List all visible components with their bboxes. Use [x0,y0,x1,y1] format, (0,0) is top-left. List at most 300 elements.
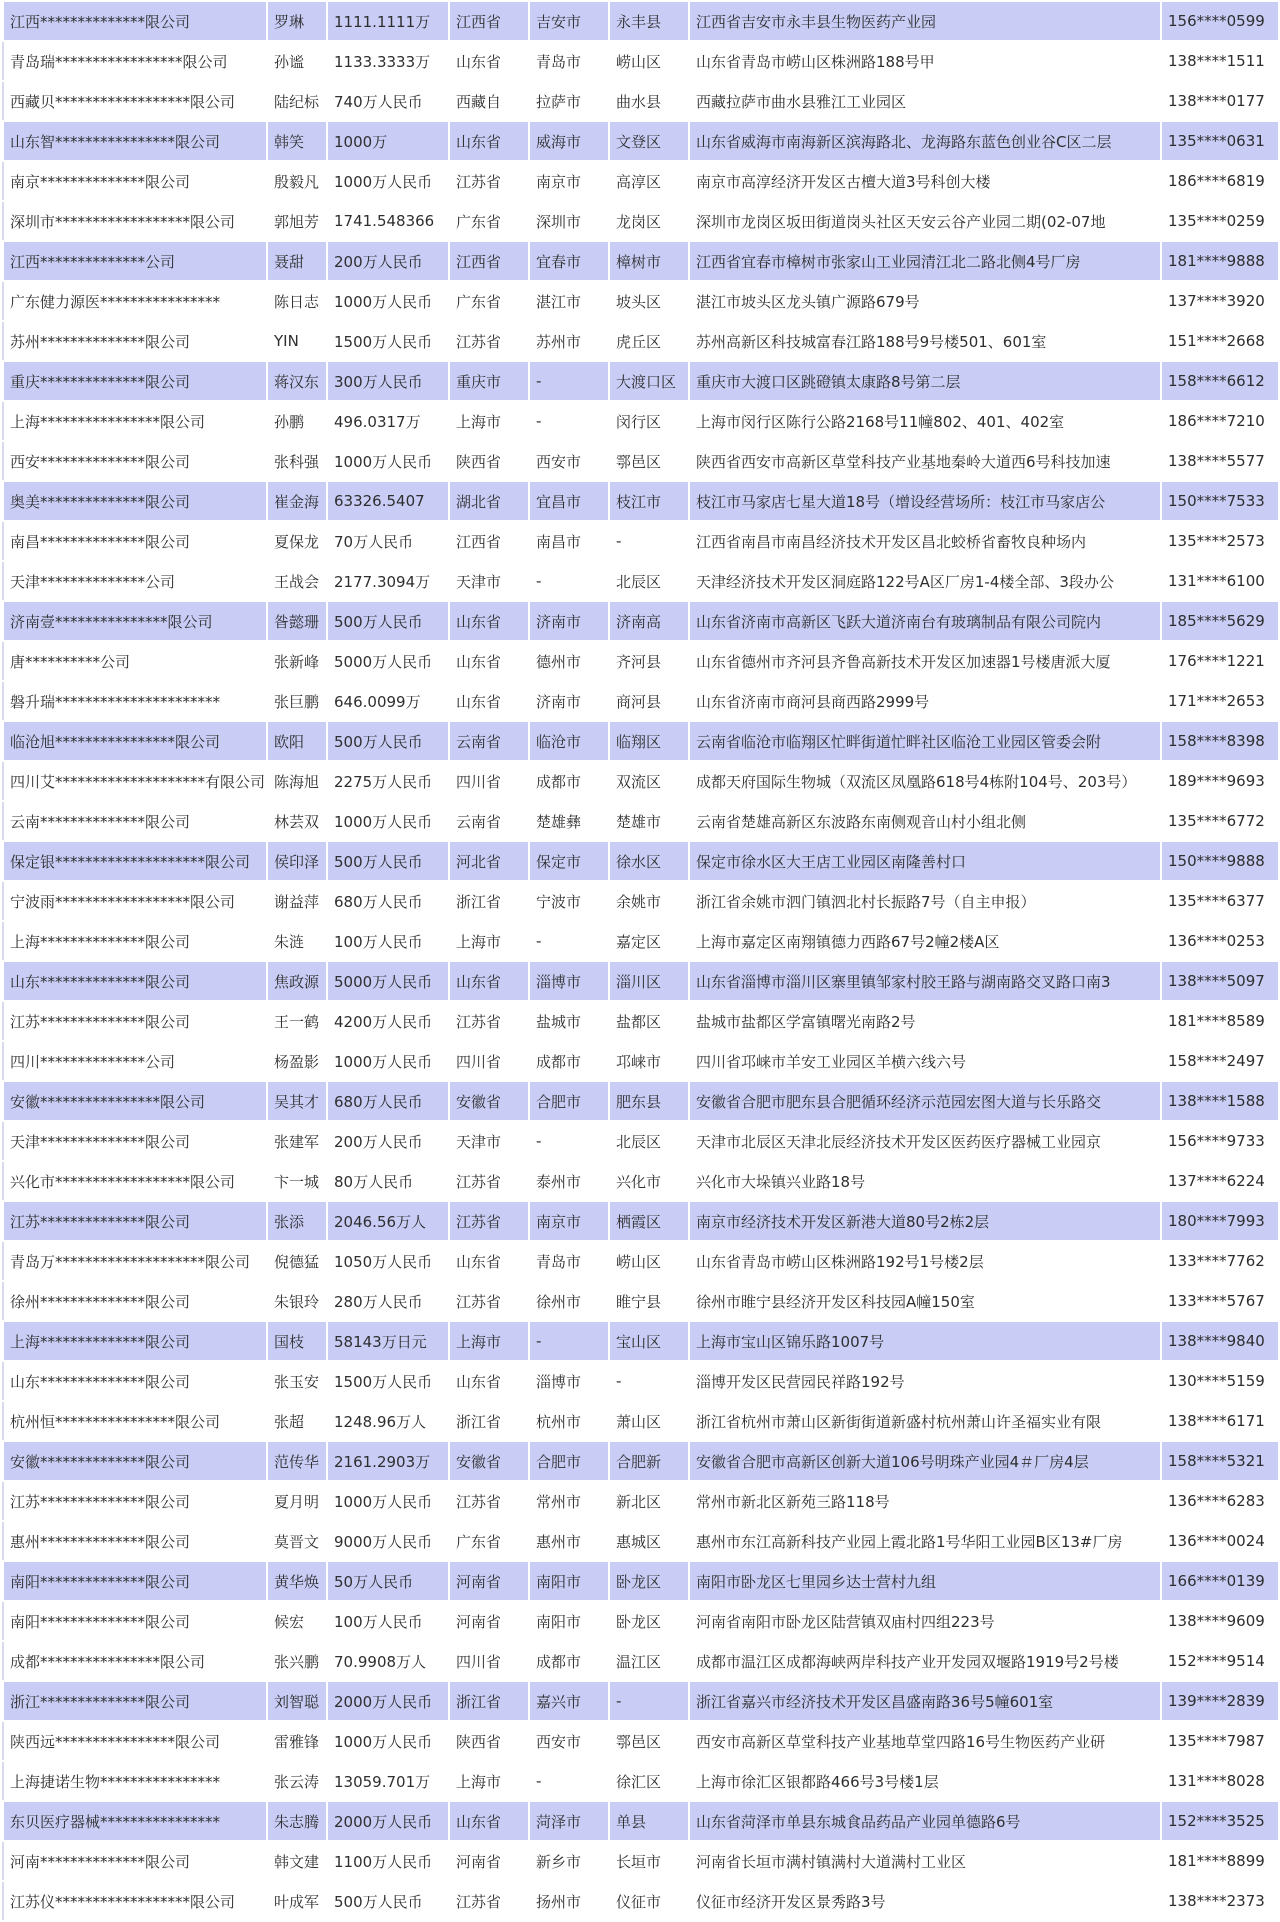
company-name-cell: 上海捷诺生物**************** [3,1761,267,1801]
province-cell: 江西省 [449,521,529,561]
contact-cell: 张云涛 [267,1761,327,1801]
city-cell: 威海市 [529,121,609,161]
company-name-cell: 磐升瑞********************** [3,681,267,721]
table-row [3,1081,1279,1121]
company-name-cell: 临沧旭****************限公司 [3,721,267,761]
province-cell: 上海市 [449,401,529,441]
capital-cell: 2161.2903万 [327,1441,449,1481]
city-cell: - [529,921,609,961]
city-cell: 南昌市 [529,521,609,561]
phone-cell: 131****6100 [1161,561,1279,601]
contact-cell: 吴其才 [267,1081,327,1121]
district-cell: 卧龙区 [609,1561,689,1601]
company-name-cell: 苏州**************限公司 [3,321,267,361]
contact-cell: 殷毅凡 [267,161,327,201]
district-cell: 嘉定区 [609,921,689,961]
district-cell: - [609,1361,689,1401]
phone-cell: 156****9733 [1161,1121,1279,1161]
district-cell: 大渡口区 [609,361,689,401]
table-row [3,1,1279,41]
company-name-cell: 安徽**************限公司 [3,1441,267,1481]
company-name-cell: 南阳**************限公司 [3,1561,267,1601]
table-row [3,1881,1279,1921]
table-row [3,881,1279,921]
address-cell: 兴化市大垛镇兴业路18号 [689,1161,1161,1201]
city-cell: 深圳市 [529,201,609,241]
contact-cell: 张建军 [267,1121,327,1161]
company-name-cell: 兴化市******************限公司 [3,1161,267,1201]
capital-cell: 1000万人民币 [327,1481,449,1521]
district-cell: 齐河县 [609,641,689,681]
province-cell: 云南省 [449,721,529,761]
company-name-cell: 济南壹***************限公司 [3,601,267,641]
table-row [3,1681,1279,1721]
district-cell: 栖霞区 [609,1201,689,1241]
province-cell: 天津市 [449,1121,529,1161]
city-cell: 淄博市 [529,961,609,1001]
address-cell: 天津市北辰区天津北辰经济技术开发区医药医疗器械工业园京 [689,1121,1161,1161]
district-cell: 惠城区 [609,1521,689,1561]
phone-cell: 135****7987 [1161,1721,1279,1761]
table-row [3,1841,1279,1881]
district-cell: 崂山区 [609,41,689,81]
city-cell: 宜昌市 [529,481,609,521]
district-cell: 卧龙区 [609,1601,689,1641]
capital-cell: 280万人民币 [327,1281,449,1321]
address-cell: 上海市嘉定区南翔镇德力西路67号2幢2楼A区 [689,921,1161,961]
contact-cell: 陈日志 [267,281,327,321]
capital-cell: 100万人民币 [327,1601,449,1641]
contact-cell: 欧阳 [267,721,327,761]
table-row [3,801,1279,841]
capital-cell: 680万人民币 [327,881,449,921]
city-cell: 扬州市 [529,1881,609,1921]
phone-cell: 138****1511 [1161,41,1279,81]
capital-cell: 2000万人民币 [327,1801,449,1841]
contact-cell: 谢益萍 [267,881,327,921]
province-cell: 云南省 [449,801,529,841]
district-cell: 永丰县 [609,1,689,41]
table-row [3,241,1279,281]
contact-cell: 国枝 [267,1321,327,1361]
district-cell: 高淳区 [609,161,689,201]
district-cell: 楚雄市 [609,801,689,841]
table-row [3,1521,1279,1561]
phone-cell: 150****9888 [1161,841,1279,881]
province-cell: 山东省 [449,41,529,81]
address-cell: 安徽省合肥市高新区创新大道106号明珠产业园4＃厂房4层 [689,1441,1161,1481]
table-row [3,1761,1279,1801]
phone-cell: 181****9888 [1161,241,1279,281]
province-cell: 山东省 [449,1241,529,1281]
city-cell: 西安市 [529,441,609,481]
phone-cell: 176****1221 [1161,641,1279,681]
district-cell: 温江区 [609,1641,689,1681]
province-cell: 河南省 [449,1841,529,1881]
address-cell: 上海市宝山区锦乐路1007号 [689,1321,1161,1361]
contact-cell: 郭旭芳 [267,201,327,241]
company-name-cell: 江西**************限公司 [3,1,267,41]
company-name-cell: 青岛瑞*****************限公司 [3,41,267,81]
address-cell: 苏州高新区科技城富春江路188号9号楼501、601室 [689,321,1161,361]
province-cell: 浙江省 [449,881,529,921]
company-name-cell: 惠州**************限公司 [3,1521,267,1561]
contact-cell: 昝懿珊 [267,601,327,641]
city-cell: 南阳市 [529,1561,609,1601]
city-cell: 成都市 [529,761,609,801]
contact-cell: 范传华 [267,1441,327,1481]
province-cell: 江苏省 [449,1881,529,1921]
phone-cell: 137****3920 [1161,281,1279,321]
table-row [3,1241,1279,1281]
address-cell: 惠州市东江高新科技产业园上霞北路1号华阳工业园B区13#厂房 [689,1521,1161,1561]
district-cell: 商河县 [609,681,689,721]
company-name-cell: 山东**************限公司 [3,961,267,1001]
company-name-cell: 山东智****************限公司 [3,121,267,161]
table-row [3,921,1279,961]
capital-cell: 4200万人民币 [327,1001,449,1041]
address-cell: 仪征市经济开发区景秀路3号 [689,1881,1161,1921]
capital-cell: 500万人民币 [327,721,449,761]
city-cell: 淄博市 [529,1361,609,1401]
company-name-cell: 浙江**************限公司 [3,1681,267,1721]
phone-cell: 135****6772 [1161,801,1279,841]
district-cell: 鄠邑区 [609,1721,689,1761]
province-cell: 山东省 [449,641,529,681]
phone-cell: 158****8398 [1161,721,1279,761]
phone-cell: 130****5159 [1161,1361,1279,1401]
district-cell: - [609,521,689,561]
address-cell: 陕西省西安市高新区草堂科技产业基地秦岭大道西6号科技加速 [689,441,1161,481]
company-name-cell: 西安**************限公司 [3,441,267,481]
company-name-cell: 上海****************限公司 [3,401,267,441]
phone-cell: 181****8899 [1161,1841,1279,1881]
phone-cell: 186****6819 [1161,161,1279,201]
address-cell: 江西省宜春市樟树市张家山工业园清江北二路北侧4号厂房 [689,241,1161,281]
phone-cell: 136****0253 [1161,921,1279,961]
table-row [3,961,1279,1001]
contact-cell: 林芸双 [267,801,327,841]
phone-cell: 138****5577 [1161,441,1279,481]
phone-cell: 135****6377 [1161,881,1279,921]
district-cell: 虎丘区 [609,321,689,361]
province-cell: 广东省 [449,201,529,241]
company-name-cell: 徐州**************限公司 [3,1281,267,1321]
address-cell: 浙江省余姚市泗门镇泗北村长振路7号（自主申报） [689,881,1161,921]
capital-cell: 1000万人民币 [327,161,449,201]
phone-cell: 138****9609 [1161,1601,1279,1641]
city-cell: 宜春市 [529,241,609,281]
address-cell: 湛江市坡头区龙头镇广源路679号 [689,281,1161,321]
table-row [3,561,1279,601]
capital-cell: 1000万人民币 [327,441,449,481]
table-row [3,1801,1279,1841]
table-row [3,1441,1279,1481]
phone-cell: 135****0259 [1161,201,1279,241]
company-name-cell: 重庆**************限公司 [3,361,267,401]
capital-cell: 740万人民币 [327,81,449,121]
contact-cell: 刘智聪 [267,1681,327,1721]
table-row [3,121,1279,161]
city-cell: 临沧市 [529,721,609,761]
address-cell: 保定市徐水区大王店工业园区南隆善村口 [689,841,1161,881]
table-row [3,1001,1279,1041]
company-name-cell: 河南**************限公司 [3,1841,267,1881]
table-row [3,521,1279,561]
district-cell: 龙岗区 [609,201,689,241]
district-cell: 北辰区 [609,1121,689,1161]
city-cell: 成都市 [529,1641,609,1681]
address-cell: 安徽省合肥市肥东县合肥循环经济示范园宏图大道与长乐路交 [689,1081,1161,1121]
contact-cell: 焦政源 [267,961,327,1001]
address-cell: 重庆市大渡口区跳磴镇太康路8号第二层 [689,361,1161,401]
phone-cell: 152****3525 [1161,1801,1279,1841]
province-cell: 江苏省 [449,1001,529,1041]
province-cell: 山东省 [449,1361,529,1401]
phone-cell: 139****2839 [1161,1681,1279,1721]
table-row [3,1281,1279,1321]
province-cell: 山东省 [449,1801,529,1841]
capital-cell: 1741.548366 [327,201,449,241]
city-cell: 徐州市 [529,1281,609,1321]
contact-cell: 蒋汉东 [267,361,327,401]
capital-cell: 9000万人民币 [327,1521,449,1561]
capital-cell: 5000万人民币 [327,641,449,681]
contact-cell: 王一鹤 [267,1001,327,1041]
province-cell: 浙江省 [449,1681,529,1721]
table-body [3,1,1279,1921]
district-cell: 肥东县 [609,1081,689,1121]
table-row [3,1721,1279,1761]
contact-cell: 莫晋文 [267,1521,327,1561]
contact-cell: 张新峰 [267,641,327,681]
capital-cell: 5000万人民币 [327,961,449,1001]
address-cell: 江西省南昌市南昌经济技术开发区昌北蛟桥省畜牧良种场内 [689,521,1161,561]
phone-cell: 136****6283 [1161,1481,1279,1521]
city-cell: 菏泽市 [529,1801,609,1841]
table-row [3,1561,1279,1601]
city-cell: 新乡市 [529,1841,609,1881]
province-cell: 广东省 [449,281,529,321]
province-cell: 山东省 [449,121,529,161]
address-cell: 南京市经济技术开发区新港大道80号2栋2层 [689,1201,1161,1241]
province-cell: 江苏省 [449,1481,529,1521]
contact-cell: 陈海旭 [267,761,327,801]
capital-cell: 680万人民币 [327,1081,449,1121]
capital-cell: 1133.3333万 [327,41,449,81]
city-cell: - [529,401,609,441]
company-name-cell: 保定银********************限公司 [3,841,267,881]
capital-cell: 58143万日元 [327,1321,449,1361]
address-cell: 山东省济南市商河县商西路2999号 [689,681,1161,721]
city-cell: 西安市 [529,1721,609,1761]
table-row [3,1161,1279,1201]
phone-cell: 152****9514 [1161,1641,1279,1681]
phone-cell: 131****8028 [1161,1761,1279,1801]
address-cell: 南阳市卧龙区七里园乡达士营村九组 [689,1561,1161,1601]
province-cell: 陕西省 [449,1721,529,1761]
contact-cell: YIN [267,321,327,361]
table-row [3,41,1279,81]
city-cell: 合肥市 [529,1081,609,1121]
company-name-cell: 山东**************限公司 [3,1361,267,1401]
province-cell: 江苏省 [449,1201,529,1241]
address-cell: 枝江市马家店七星大道18号（增设经营场所：枝江市马家店公 [689,481,1161,521]
table-row [3,401,1279,441]
district-cell: 双流区 [609,761,689,801]
company-name-cell: 唐**********公司 [3,641,267,681]
address-cell: 成都市温江区成都海峡两岸科技产业开发园双堰路1919号2号楼 [689,1641,1161,1681]
phone-cell: 158****6612 [1161,361,1279,401]
province-cell: 上海市 [449,1321,529,1361]
company-name-cell: 江苏**************限公司 [3,1481,267,1521]
phone-cell: 189****9693 [1161,761,1279,801]
province-cell: 广东省 [449,1521,529,1561]
table-row [3,841,1279,881]
phone-cell: 156****0599 [1161,1,1279,41]
contact-cell: 韩文建 [267,1841,327,1881]
district-cell: 闵行区 [609,401,689,441]
district-cell: 济南高 [609,601,689,641]
contact-cell: 罗琳 [267,1,327,41]
address-cell: 淄博开发区民营园民祥路192号 [689,1361,1161,1401]
district-cell: 新北区 [609,1481,689,1521]
company-name-cell: 陕西远****************限公司 [3,1721,267,1761]
table-row [3,601,1279,641]
district-cell: 长垣市 [609,1841,689,1881]
province-cell: 河南省 [449,1601,529,1641]
capital-cell: 2046.56万人 [327,1201,449,1241]
address-cell: 山东省德州市齐河县齐鲁高新技术开发区加速器1号楼唐派大厦 [689,641,1161,681]
city-cell: 南阳市 [529,1601,609,1641]
contact-cell: 孙鹏 [267,401,327,441]
capital-cell: 300万人民币 [327,361,449,401]
capital-cell: 1100万人民币 [327,1841,449,1881]
district-cell: 临翔区 [609,721,689,761]
contact-cell: 韩笑 [267,121,327,161]
table-row [3,1481,1279,1521]
company-name-cell: 宁波雨******************限公司 [3,881,267,921]
capital-cell: 1000万 [327,121,449,161]
contact-cell: 陆纪标 [267,81,327,121]
company-table [2,0,1280,1922]
address-cell: 江西省吉安市永丰县生物医药产业园 [689,1,1161,41]
capital-cell: 1248.96万人 [327,1401,449,1441]
city-cell: 成都市 [529,1041,609,1081]
phone-cell: 181****8589 [1161,1001,1279,1041]
city-cell: 宁波市 [529,881,609,921]
city-cell: 常州市 [529,1481,609,1521]
phone-cell: 158****2497 [1161,1041,1279,1081]
phone-cell: 166****0139 [1161,1561,1279,1601]
table-row [3,1401,1279,1441]
city-cell: 苏州市 [529,321,609,361]
contact-cell: 侯印泽 [267,841,327,881]
address-cell: 天津经济技术开发区洞庭路122号A区厂房1-4楼全部、3段办公 [689,561,1161,601]
city-cell: 青岛市 [529,41,609,81]
province-cell: 湖北省 [449,481,529,521]
company-name-cell: 四川艾********************有限公司 [3,761,267,801]
district-cell: 单县 [609,1801,689,1841]
contact-cell: 聂甜 [267,241,327,281]
province-cell: 山东省 [449,961,529,1001]
city-cell: 青岛市 [529,1241,609,1281]
phone-cell: 138****1588 [1161,1081,1279,1121]
phone-cell: 150****7533 [1161,481,1279,521]
capital-cell: 1000万人民币 [327,801,449,841]
contact-cell: 黄华焕 [267,1561,327,1601]
contact-cell: 卞一城 [267,1161,327,1201]
company-name-cell: 江苏**************限公司 [3,1001,267,1041]
city-cell: 惠州市 [529,1521,609,1561]
city-cell: 拉萨市 [529,81,609,121]
district-cell: 鄠邑区 [609,441,689,481]
phone-cell: 138****2373 [1161,1881,1279,1921]
address-cell: 上海市徐汇区银都路466号3号楼1层 [689,1761,1161,1801]
contact-cell: 夏月明 [267,1481,327,1521]
district-cell: 文登区 [609,121,689,161]
table-row [3,481,1279,521]
table-row [3,761,1279,801]
address-cell: 河南省南阳市卧龙区陆营镇双庙村四组223号 [689,1601,1161,1641]
district-cell: 北辰区 [609,561,689,601]
address-cell: 西安市高新区草堂科技产业基地草堂四路16号生物医药产业研 [689,1721,1161,1761]
capital-cell: 1500万人民币 [327,1361,449,1401]
address-cell: 深圳市龙岗区坂田街道岗头社区天安云谷产业园二期(02-07地 [689,201,1161,241]
province-cell: 河北省 [449,841,529,881]
province-cell: 江苏省 [449,321,529,361]
phone-cell: 158****5321 [1161,1441,1279,1481]
district-cell: 合肥新 [609,1441,689,1481]
address-cell: 山东省菏泽市单县东城食品药品产业园单德路6号 [689,1801,1161,1841]
province-cell: 四川省 [449,1641,529,1681]
capital-cell: 80万人民币 [327,1161,449,1201]
province-cell: 江苏省 [449,1161,529,1201]
capital-cell: 2275万人民币 [327,761,449,801]
province-cell: 天津市 [449,561,529,601]
company-name-cell: 南阳**************限公司 [3,1601,267,1641]
district-cell: 徐水区 [609,841,689,881]
contact-cell: 张巨鹏 [267,681,327,721]
capital-cell: 2177.3094万 [327,561,449,601]
table-row [3,161,1279,201]
address-cell: 山东省青岛市崂山区株洲路188号甲 [689,41,1161,81]
district-cell: 兴化市 [609,1161,689,1201]
contact-cell: 王战会 [267,561,327,601]
company-name-cell: 天津**************限公司 [3,1121,267,1161]
district-cell: 枝江市 [609,481,689,521]
city-cell: 南京市 [529,161,609,201]
phone-cell: 138****0177 [1161,81,1279,121]
district-cell: 宝山区 [609,1321,689,1361]
contact-cell: 朱志腾 [267,1801,327,1841]
city-cell: 盐城市 [529,1001,609,1041]
city-cell: 合肥市 [529,1441,609,1481]
district-cell: 仪征市 [609,1881,689,1921]
province-cell: 四川省 [449,761,529,801]
city-cell: 济南市 [529,681,609,721]
city-cell: 南京市 [529,1201,609,1241]
capital-cell: 500万人民币 [327,1881,449,1921]
capital-cell: 2000万人民币 [327,1681,449,1721]
district-cell: 崂山区 [609,1241,689,1281]
company-name-cell: 江西**************公司 [3,241,267,281]
district-cell: 曲水县 [609,81,689,121]
company-name-cell: 安徽****************限公司 [3,1081,267,1121]
phone-cell: 133****7762 [1161,1241,1279,1281]
province-cell: 江西省 [449,1,529,41]
table-row [3,1121,1279,1161]
